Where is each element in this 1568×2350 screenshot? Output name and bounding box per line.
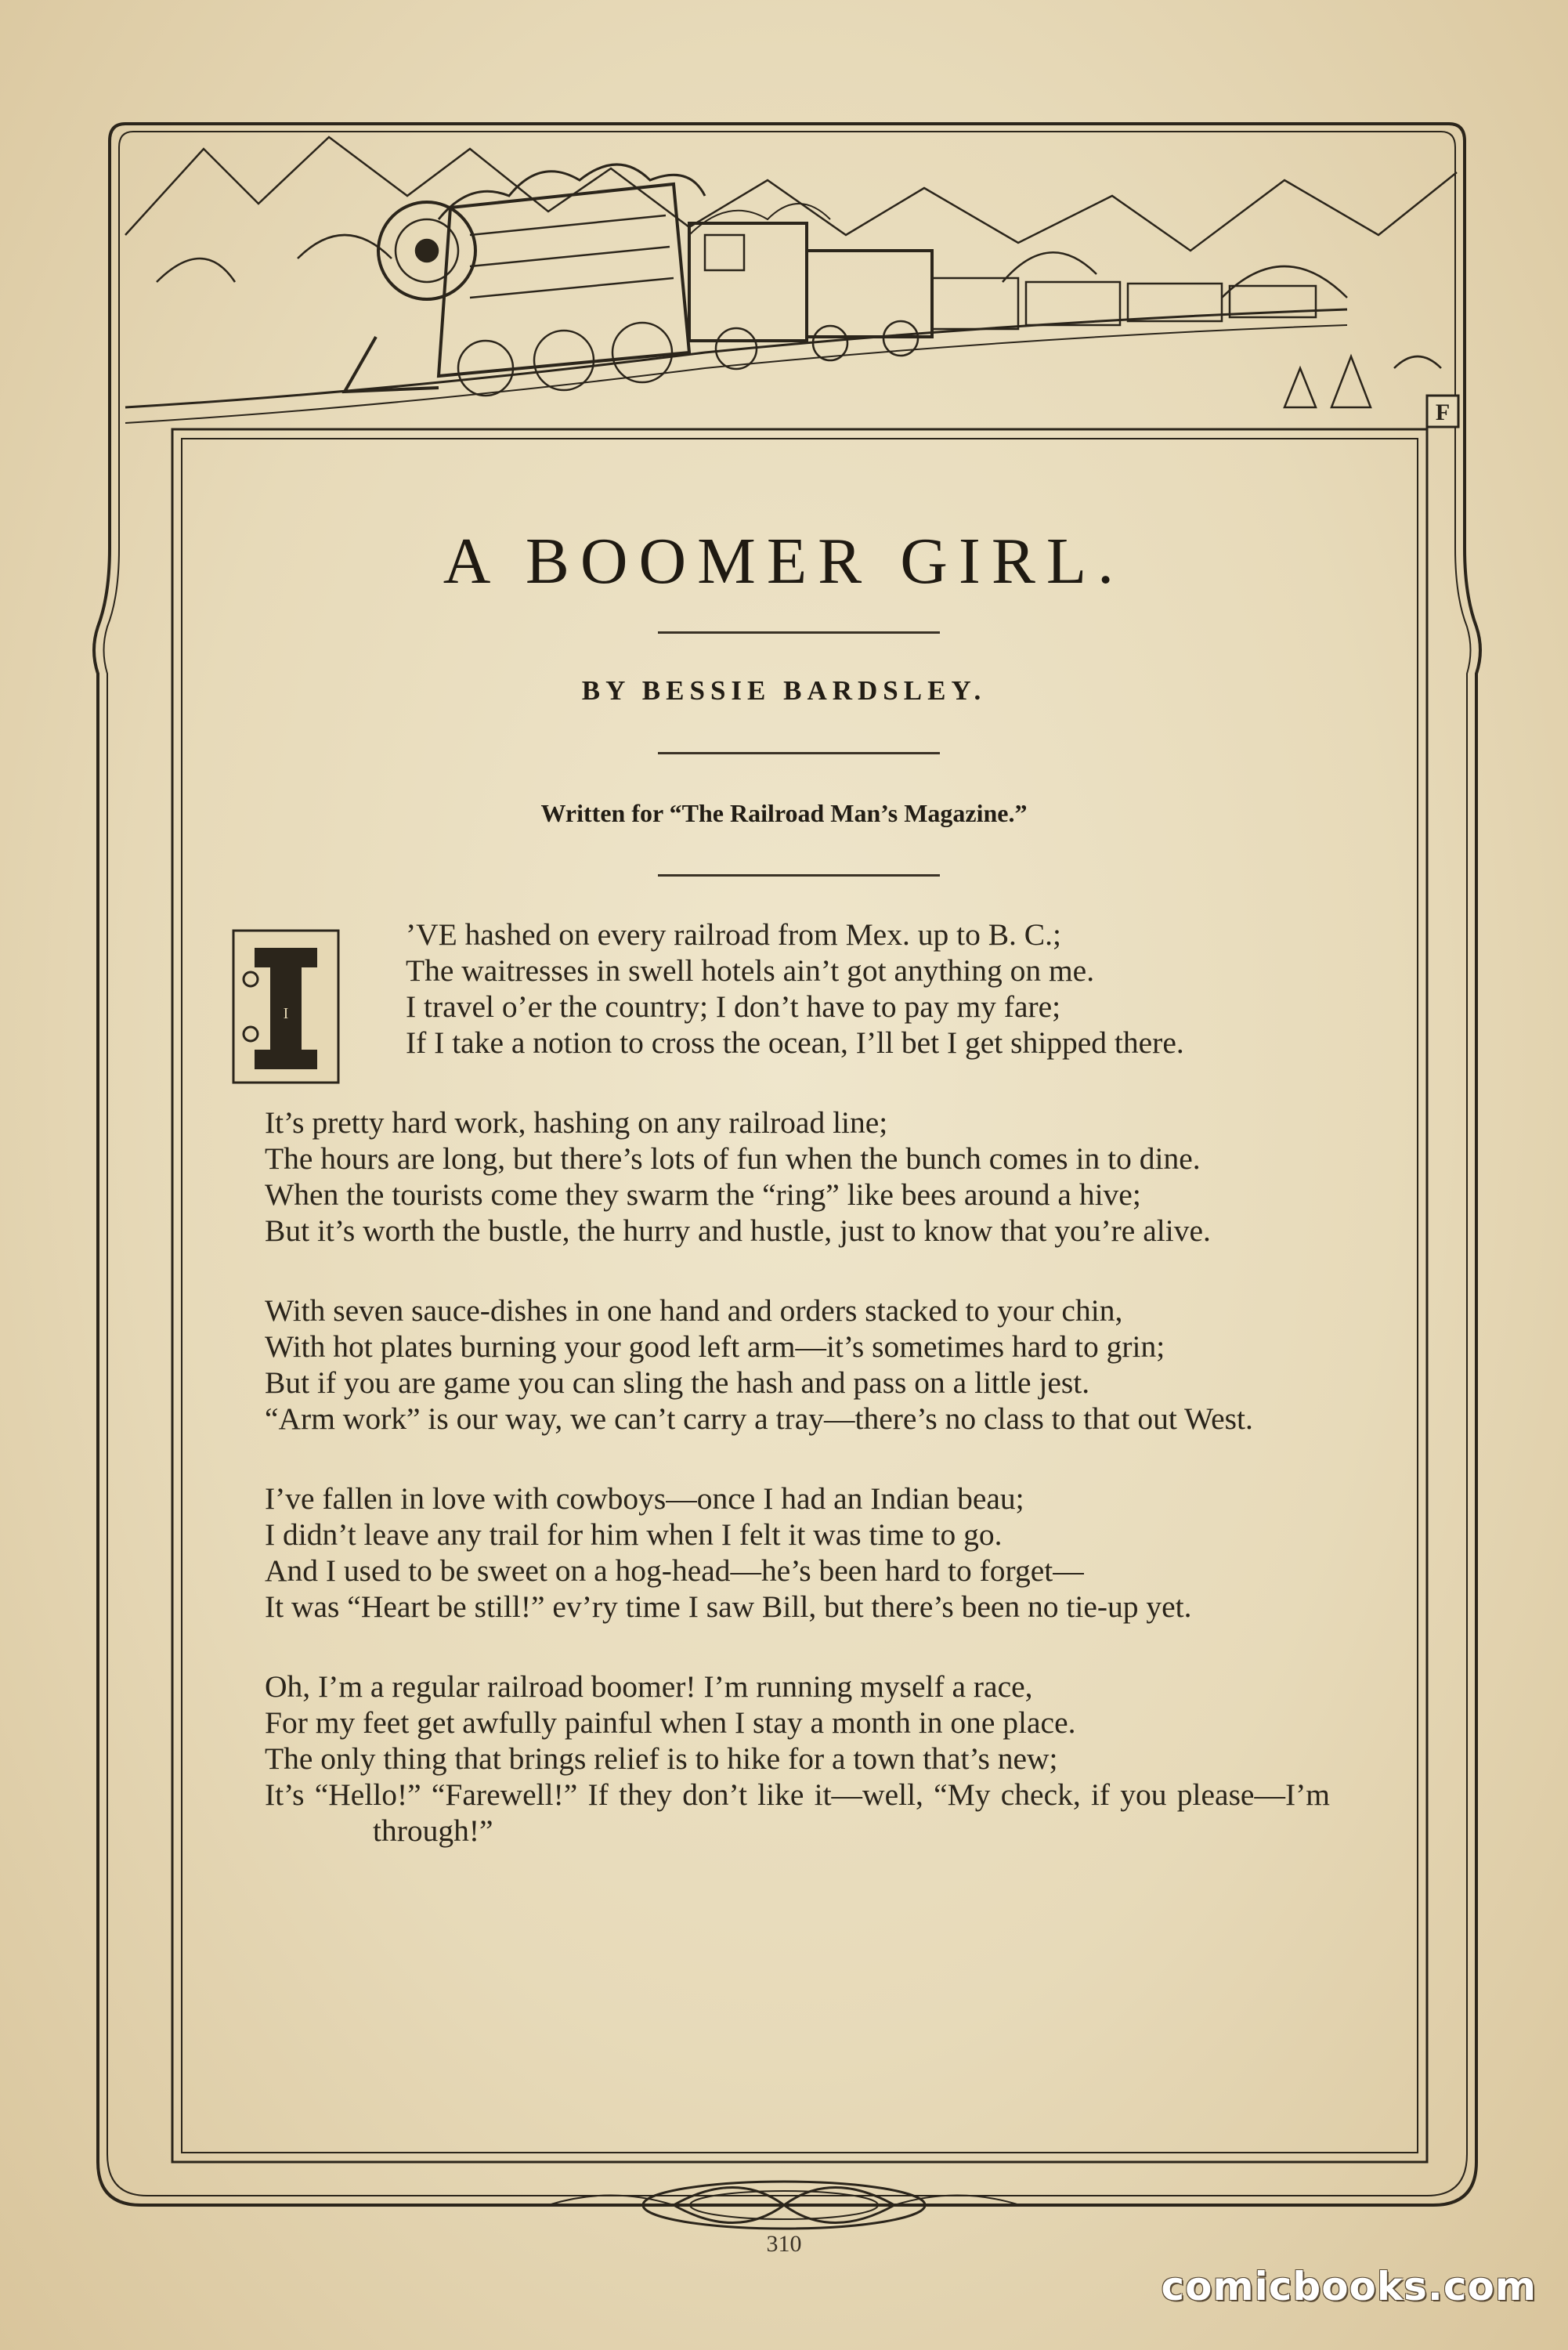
poem-title: A BOOMER GIRL. [443, 525, 1125, 598]
monogram-badge [1427, 396, 1458, 427]
poem-line: It was “Heart be still!” ev’ry time I saw Bill, but there’s been no tie-up yet. [265, 1589, 1192, 1624]
steam-locomotive-illustration [125, 137, 1457, 423]
page-number: 310 [766, 2231, 802, 2257]
stanza [265, 1292, 1330, 1437]
poem-line: And I used to be sweet on a hog-head—he’s been hard to forget— [265, 1553, 1084, 1588]
divider-rule [658, 752, 940, 754]
poem-line: It’s “Hello!” “Farewell!” If they don’t like it—well, “My check, if you please—I’m through!” [265, 1777, 1330, 1848]
stanza [265, 1480, 1330, 1625]
divider-rule [658, 631, 940, 634]
poem-line: It’s pretty hard work, hashing on any railroad line; [265, 1105, 888, 1140]
divider-rule [658, 874, 940, 877]
stanza [265, 1668, 1330, 1849]
poem-line: With hot plates burning your good left arm—it’s sometimes hard to grin; [265, 1329, 1165, 1364]
byline: BY BESSIE BARDSLEY. [581, 675, 987, 706]
poem-line: I’ve fallen in love with cowboys—once I had an Indian beau; [265, 1481, 1024, 1516]
poem-line: But if you are game you can sling the hash and pass on a little jest. [265, 1365, 1090, 1400]
poem-line: The waitresses in swell hotels ain’t got anything on me. [406, 953, 1095, 988]
stanza [265, 1104, 1330, 1249]
poem-body [265, 916, 1330, 1893]
poem-line: I didn’t leave any trail for him when I felt it was time to go. [265, 1517, 1003, 1552]
poem-line: But it’s worth the bustle, the hurry and hustle, just to know that you’re alive. [265, 1213, 1211, 1248]
drop-cap-letter [227, 924, 345, 1089]
poem-line: I travel o’er the country; I don’t have to pay my fare; [406, 989, 1061, 1024]
poem-line: The hours are long, but there’s lots of fun when the bunch comes in to dine. [265, 1141, 1201, 1176]
poem-line: The only thing that brings relief is to hike for a town that’s new; [265, 1741, 1058, 1776]
stanza [265, 916, 1330, 1061]
publication-credit: Written for “The Railroad Man’s Magazine.” [540, 799, 1028, 827]
poem-line: “Arm work” is our way, we can’t carry a tray—there’s no class to that out West. [265, 1401, 1253, 1436]
poem-line: If I take a notion to cross the ocean, I’ll bet I get shipped there. [406, 1025, 1184, 1060]
svg-text:F: F [1435, 400, 1451, 425]
poem-line: When the tourists come they swarm the “ring” like bees around a hive; [265, 1177, 1141, 1212]
poem-line: Oh, I’m a regular railroad boomer! I’m running myself a race, [265, 1669, 1033, 1704]
poem-line: For my feet get awfully painful when I stay a month in one place. [265, 1705, 1076, 1740]
poem-line: With seven sauce-dishes in one hand and orders stacked to your chin, [265, 1293, 1123, 1328]
watermark: comicbooks.com [1161, 2264, 1537, 2309]
svg-text:I: I [283, 1005, 289, 1022]
poem-line: ’VE hashed on every railroad from Mex. up to B. C.; [406, 917, 1061, 952]
